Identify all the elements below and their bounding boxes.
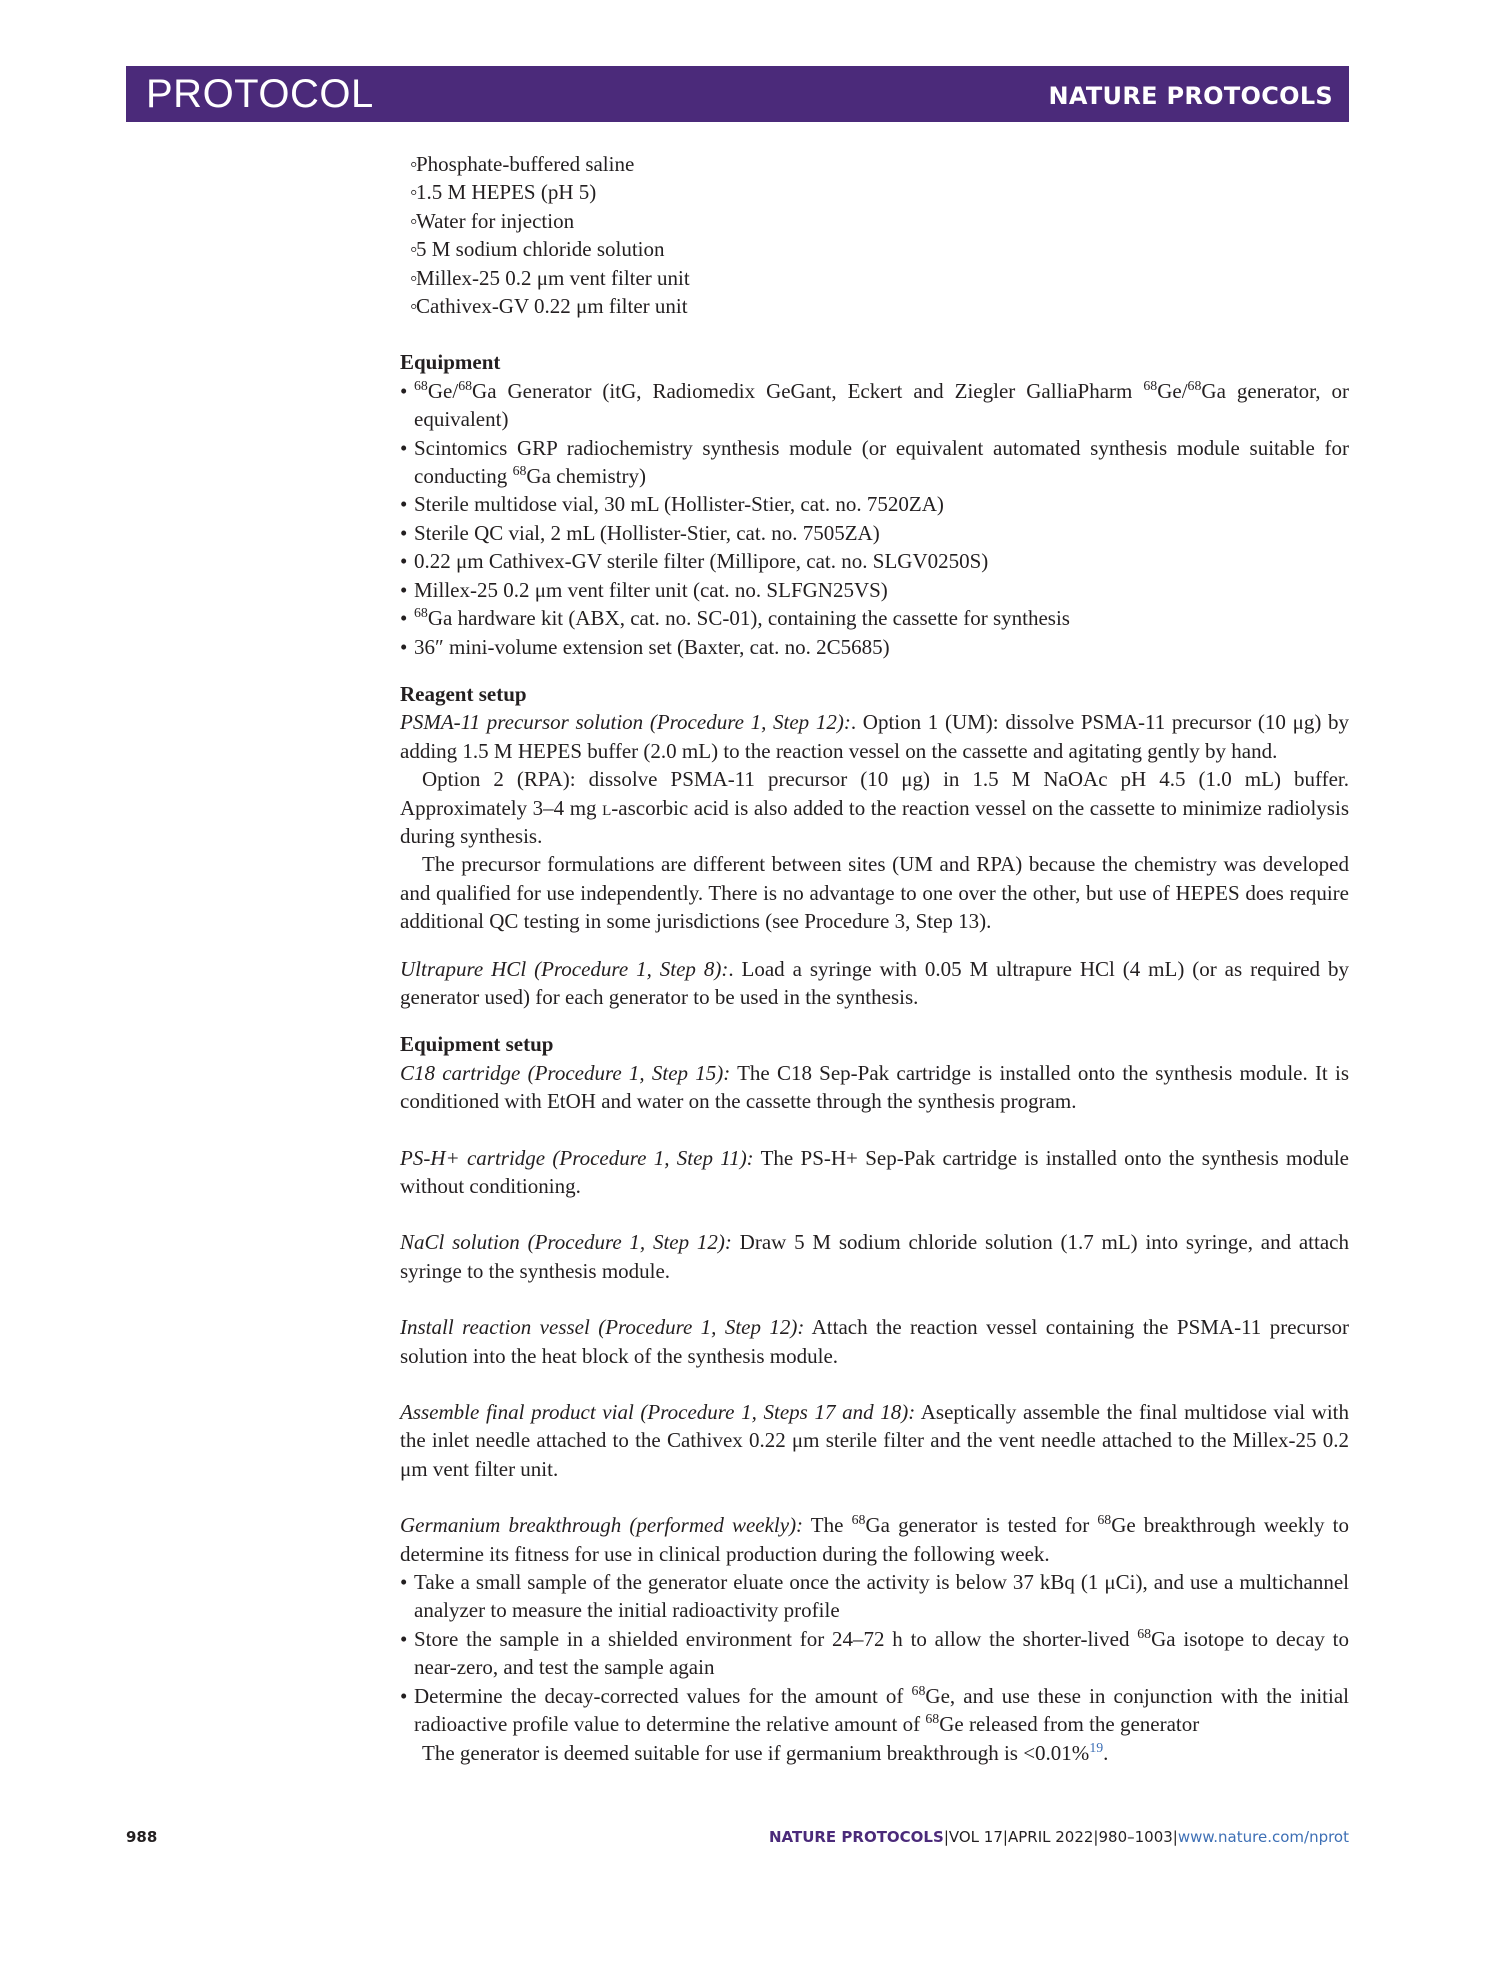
vial-paragraph: Assemble final product vial (Procedure 1, Steps 17 and 18): Aseptically assemble the final multidose vial with the inlet needle attached to the Cathivex 0.22 μm sterile filter and the vent needle attached to the Millex-25 0.2 μm vent filter unit. [400, 1400, 1349, 1481]
psh-paragraph: PS-H+ cartridge (Procedure 1, Step 11): The PS-H+ Sep-Pak cartridge is installed onto the synthesis module without conditioning. [400, 1145, 1349, 1198]
list-item: ◦ Millex-25 0.2 μm vent filter unit [400, 264, 1349, 292]
page-number: 988 [126, 1828, 158, 1846]
list-item: ◦ Phosphate-buffered saline [400, 150, 1349, 178]
equipment-setup-heading: Equipment setup [400, 1032, 554, 1057]
list-item: ◦ Water for injection [400, 207, 1349, 235]
citation: NATURE PROTOCOLS|VOL 17|APRIL 2022|980–1003|www.nature.com/nprot [768, 1828, 1349, 1846]
list-item: • $^{68}$Ga hardware kit (ABX, cat. no. SC-01), containing the cassette for synthesis [400, 604, 1349, 632]
section-label: PROTOCOL [146, 72, 374, 116]
journal-url-link[interactable]: www.nature.com/nprot [1177, 1828, 1349, 1846]
psma-note-paragraph: The precursor formulations are different between sites (UM and RPA) because the chemistry was developed and qualified for use independently. There is no advantage to one over the other, but use of HEPES does require additional QC testing in some jurisdictions (see Procedure 3, Step 13). [400, 852, 1349, 934]
c18-paragraph: C18 cartridge (Procedure 1, Step 15): The C18 Sep-Pak cartridge is installed onto the synthesis module. It is conditioned with EtOH and water on the cassette through the synthesis program. [400, 1060, 1349, 1114]
psma-option2-paragraph: Option 2 (RPA): dissolve PSMA-11 precursor (10 μg) in 1.5 M NaOAc pH 4.5 (1.0 mL) buffer. Approximately 3–4 mg l-ascorbic acid is also added to the reaction vessel on the cassette to minimize radiolysis during synthesis. [400, 767, 1349, 848]
germanium-steps [400, 1568, 1349, 1738]
reference-link[interactable]: 19 [1089, 1739, 1104, 1755]
nacl-paragraph: NaCl solution (Procedure 1, Step 12): Draw 5 M sodium chloride solution (1.7 mL) into syringe, and attach syringe to the synthesis module. [400, 1230, 1349, 1283]
list-item: • Scintomics GRP radiochemistry synthesis module (or equivalent automated synthesis module suitable for conducting $^{68}$Ga chemistry) [400, 434, 1349, 491]
hcl-paragraph: Ultrapure HCl (Procedure 1, Step 8):. Load a syringe with 0.05 M ultrapure HCl (4 mL) (or as required by generator used) for each generator to be used in the synthesis. [400, 956, 1349, 1009]
page-header [126, 66, 1349, 122]
list-item: • $^{68}$Ge/$^{68}$Ga Generator (itG, Radiomedix GeGant, Eckert and Ziegler GalliaPharm $^{68}$Ge/$^{68}$Ga generator, or equivalent) [400, 377, 1349, 434]
list-item: ◦ Cathivex-GV 0.22 μm filter unit [400, 292, 1349, 320]
list-item: • 0.22 μm Cathivex-GV sterile filter (Millipore, cat. no. SLGV0250S) [400, 547, 1349, 575]
equipment-heading: Equipment [400, 350, 501, 375]
equipment-list [400, 377, 1349, 661]
list-item: • Sterile multidose vial, 30 mL (Hollister-Stier, cat. no. 7520ZA) [400, 490, 1349, 518]
reagent-setup-heading: Reagent setup [400, 681, 527, 706]
list-item: • Take a small sample of the generator eluate once the activity is below 37 kBq (1 μCi), and use a multichannel analyzer to measure the initial radioactivity profile [400, 1568, 1349, 1625]
germanium-paragraph: Germanium breakthrough (performed weekly): The $^{68}$Ga generator is tested for $^{68}$Ge breakthrough weekly to determine its fitness for use in clinical production during the following week. [400, 1512, 1349, 1566]
germanium-conclusion: The generator is deemed suitable for use if germanium breakthrough is <0.01%$^{19}$. [422, 1739, 1109, 1765]
list-item: ◦ 5 M sodium chloride solution [400, 235, 1349, 263]
list-item: • Millex-25 0.2 μm vent filter unit (cat. no. SLFGN25VS) [400, 576, 1349, 604]
list-item: • 36″ mini-volume extension set (Baxter, cat. no. 2C5685) [400, 633, 1349, 661]
journal-name: NATURE PROTOCOLS [1048, 82, 1333, 110]
list-item: • Store the sample in a shielded environment for 24–72 h to allow the shorter-lived $^{68}$Ga isotope to decay to near-zero, and test the sample again [400, 1625, 1349, 1682]
article-body [400, 150, 1349, 1767]
reagent-sub-list [400, 150, 1349, 320]
vessel-paragraph: Install reaction vessel (Procedure 1, Step 12): Attach the reaction vessel containing the PSMA-11 precursor solution into the heat block of the synthesis module. [400, 1315, 1349, 1368]
list-item: • Determine the decay-corrected values for the amount of $^{68}$Ge, and use these in conjunction with the initial radioactive profile value to determine the relative amount of $^{68}$Ge released from the generator [400, 1682, 1349, 1739]
list-item: • Sterile QC vial, 2 mL (Hollister-Stier, cat. no. 7505ZA) [400, 519, 1349, 547]
psma-paragraph: PSMA-11 precursor solution (Procedure 1, Step 12):. Option 1 (UM): dissolve PSMA-11 precursor (10 μg) by adding 1.5 M HEPES buffer (2.0 mL) to the reaction vessel on the cassette and agitating gently by hand. [400, 710, 1349, 763]
list-item: ◦ 1.5 M HEPES (pH 5) [400, 178, 1349, 206]
